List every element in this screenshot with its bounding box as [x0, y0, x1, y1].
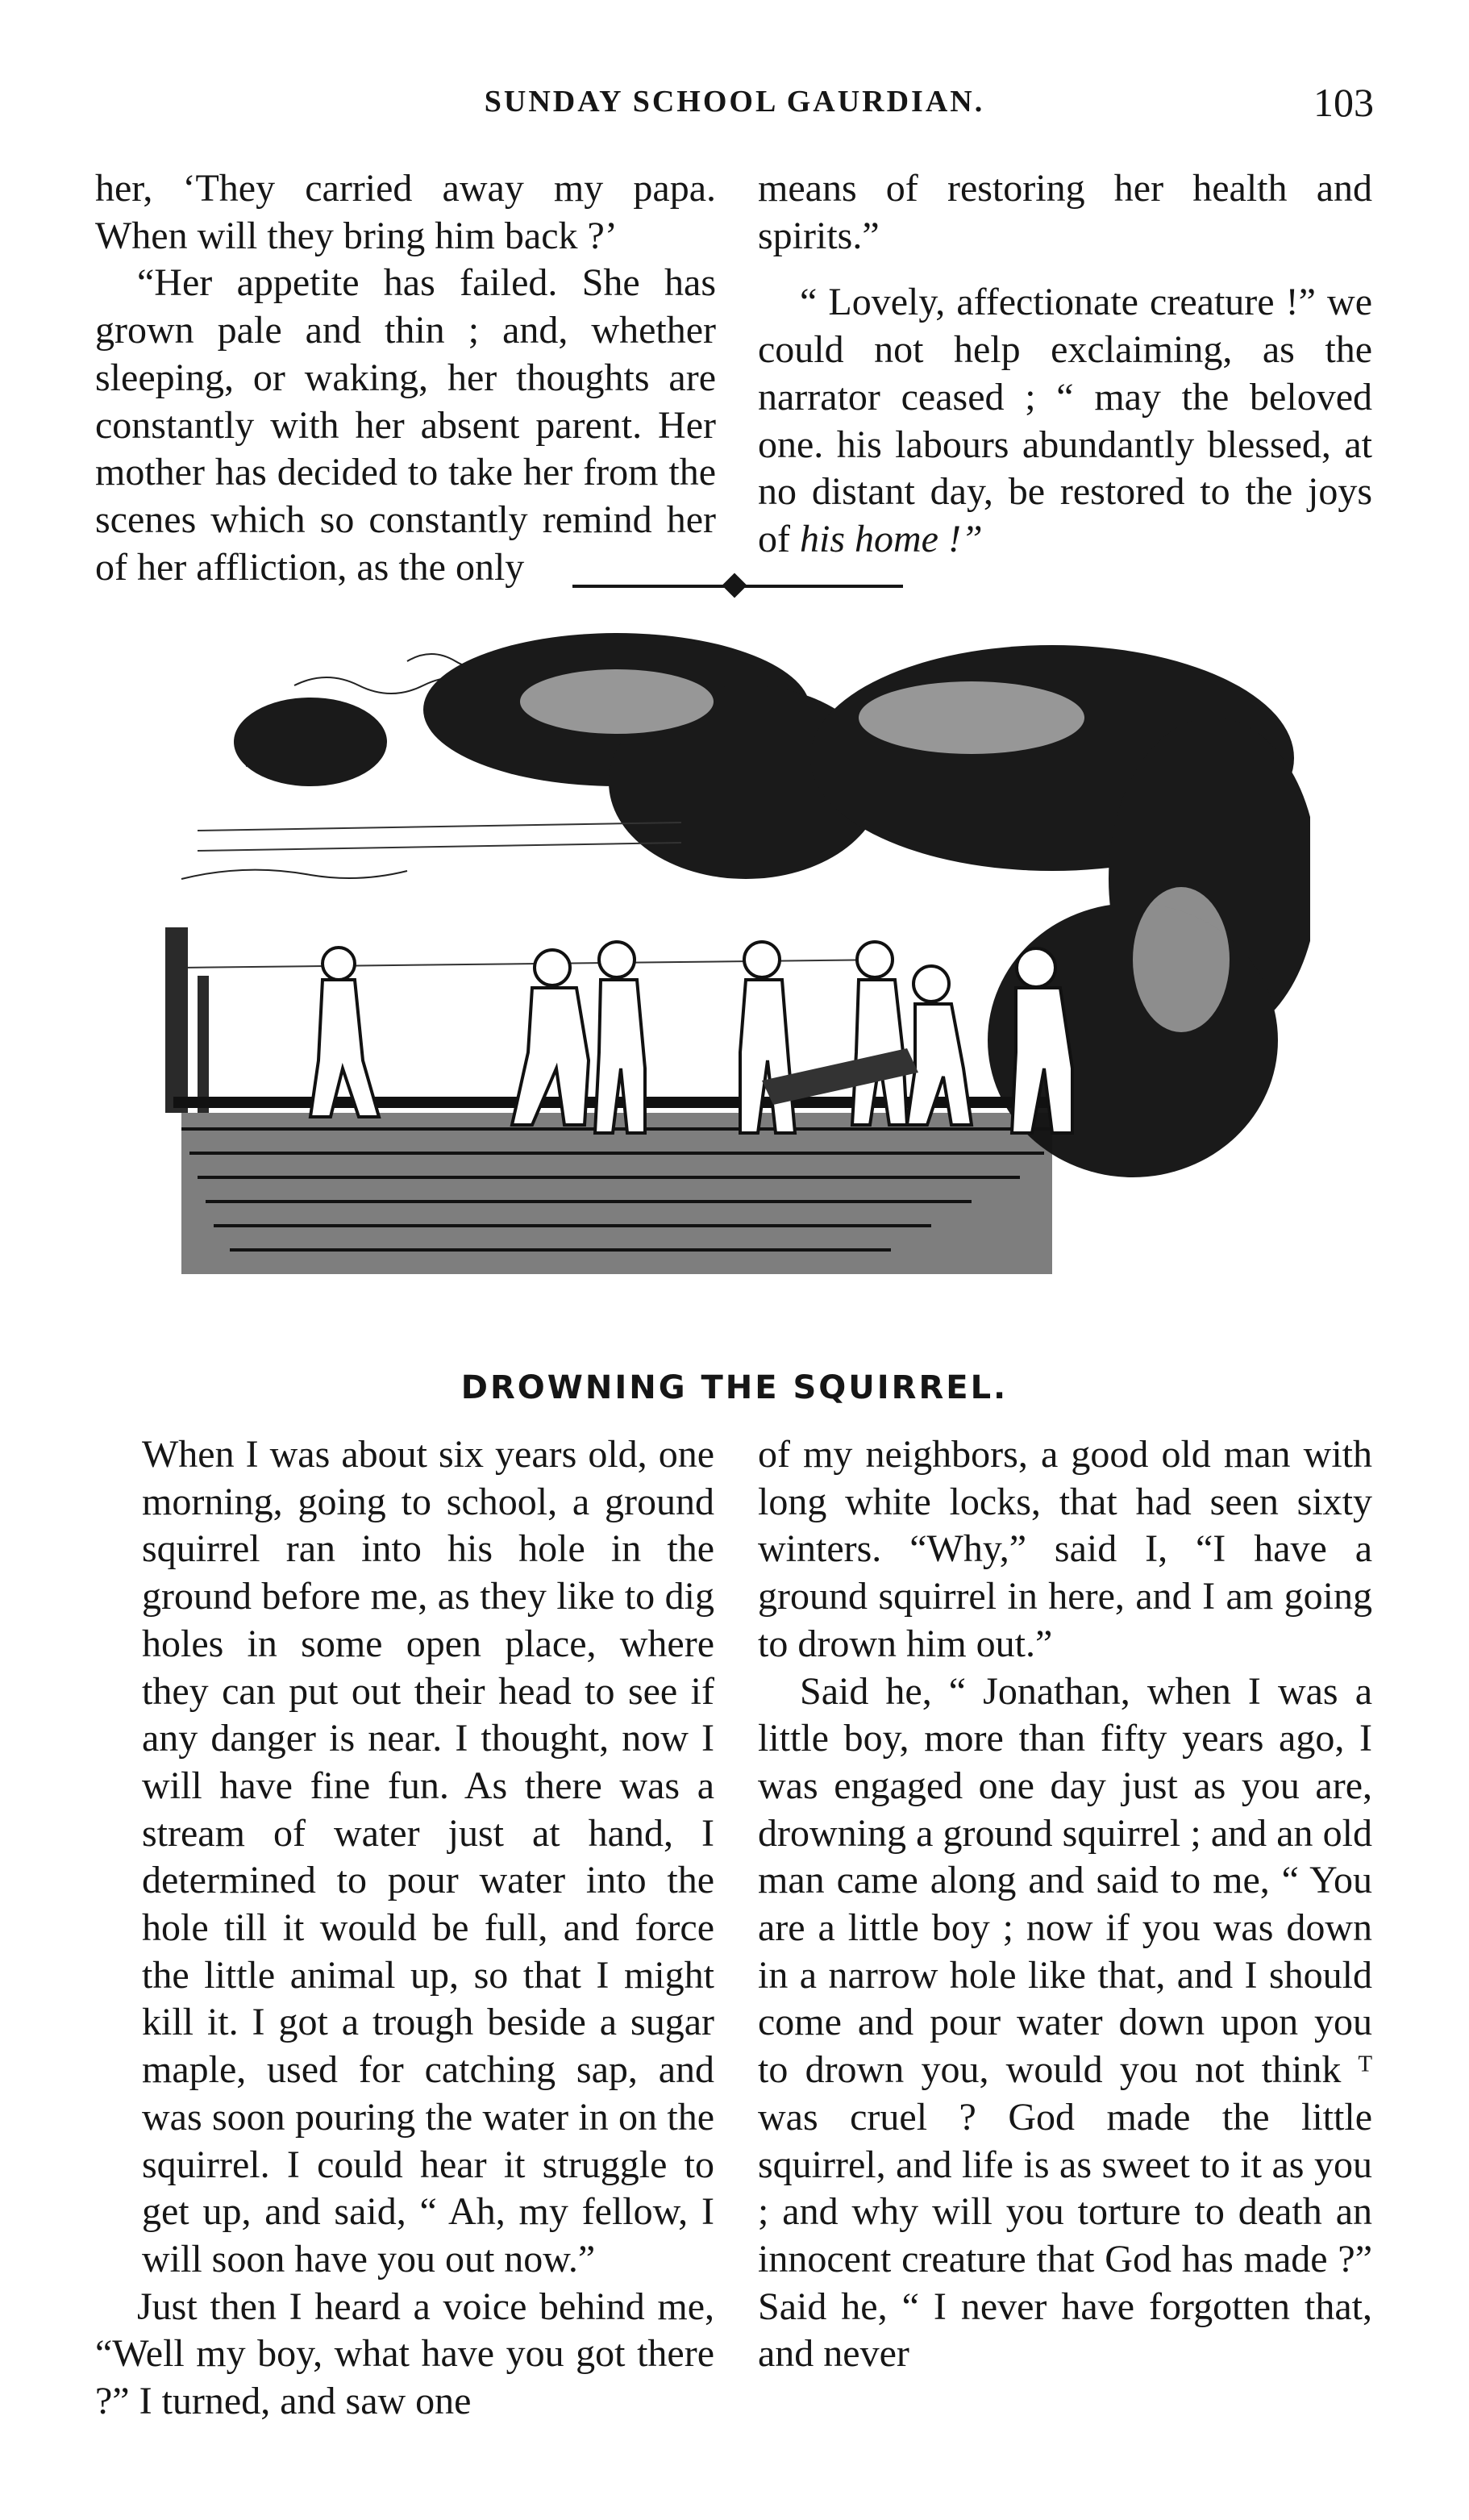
divider-ornament — [722, 573, 747, 598]
top-left-column — [95, 165, 716, 591]
top-right-column — [758, 165, 1372, 564]
paragraph: means of restoring her health and spirits.” — [758, 167, 1372, 257]
paragraph: her, ‘They carried away my papa. When will they bring him back ?’ — [95, 167, 716, 257]
journal-title: SUNDAY SCHOOL GAURDIAN. — [484, 85, 985, 119]
paragraph: Said he, “ Jonathan, when I was a little boy, more than fifty years ago, I was engaged one day just as you are, drowning a ground squirrel ; and an old man came along and said to me, “ You are a little boy ; now if you was down in a narrow hole like that, and I should come and pour water down upon you to drown you, would you not think ᵀ was cruel ? God made the little squirrel, and life is as sweet to it as you ; and why will you torture to death an innocent creature that God has made ?” Said he, “ I never have forgotten that, and never — [758, 1669, 1372, 2376]
paragraph: When I was about six years old, one morning, going to school, a ground squirrel ran into his hole in the ground before me, as they like to dig holes in some open place, where they can put out their head to see if any danger is near. I thought, now I will have fine fun. As there was a stream of water just at hand, I determined to pour water into the hole till it would be full, and force the little animal up, so that I might kill it. I got a trough beside a sugar maple, used for catching sap, and was soon pouring the water in on the squirrel. I could hear it struggle to get up, and said, “ Ah, my fellow, I will soon have you out now.” — [142, 1433, 714, 2280]
paragraph: Just then I heard a voice behind me, “Well my boy, what have you got there ?” I turned, and saw one — [95, 2285, 714, 2423]
paragraph — [758, 279, 1372, 563]
article-right-column — [758, 1431, 1372, 2378]
article-title: DROWNING THE SQUIRREL. — [460, 1369, 1009, 1406]
article-left-column — [95, 1431, 714, 2426]
engraving-illustration — [165, 621, 1310, 1347]
page-number: 103 — [1313, 80, 1374, 125]
paragraph-text: “ Lovely, affectionate creature !” we could not help exclaiming, as the narrator ceased ; “ may the beloved one. his labours abundantly blessed, at no distant day, be restored to the joys of — [758, 281, 1372, 560]
italic-text: his home !” — [799, 517, 983, 560]
paragraph: of my neighbors, a good old man with long white locks, that had seen sixty winters. “Why,” said I, “I have a ground squirrel in here, and I am going to drown him out.” — [758, 1433, 1372, 1665]
paragraph: “Her appetite has failed. She has grown pale and thin ; and, whether sleeping, or waking, her thoughts are constantly with her absent parent. Her mother has decided to take her from the scenes which so constantly remind her of her affliction, as the only — [95, 261, 716, 589]
